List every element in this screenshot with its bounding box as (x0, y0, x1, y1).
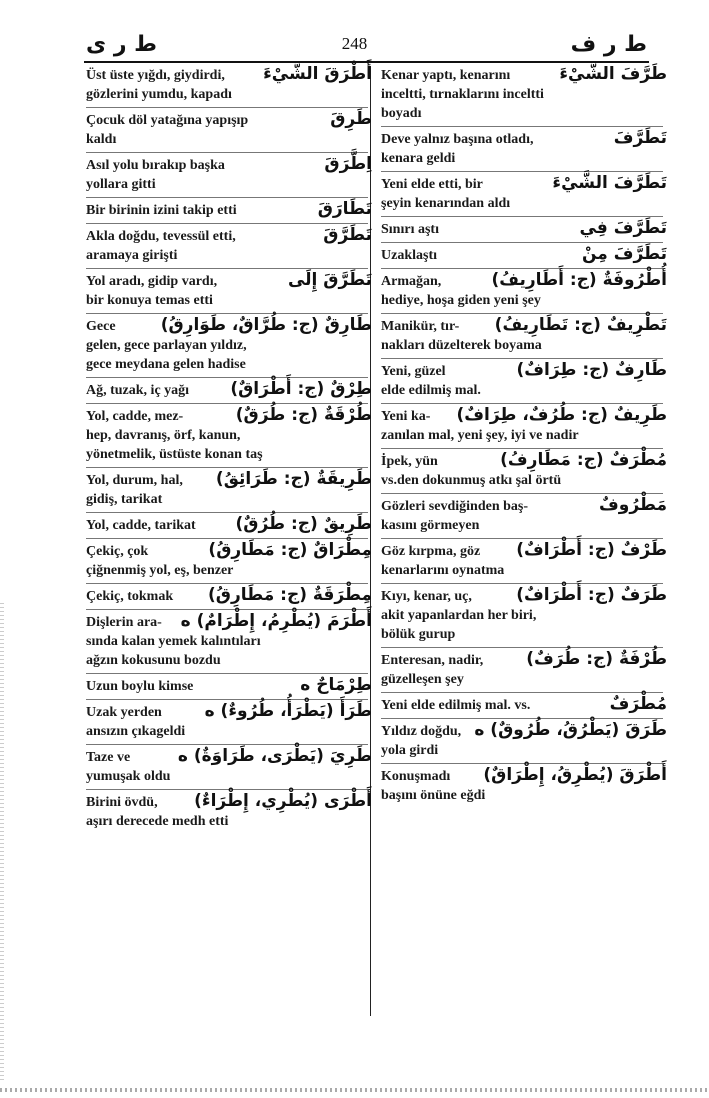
turkish-definition-line: zanılan mal, yeni şey, iyi ve nadir (381, 428, 579, 443)
arabic-headword: طَرِيقٌ (ج: طُرُقٌ) (235, 514, 372, 534)
turkish-definition-line: güzelleşen şey (381, 672, 464, 687)
header-right-letters: ط ر ف (570, 32, 647, 57)
dictionary-entry (86, 225, 372, 265)
dictionary-entry (86, 199, 372, 220)
entry-separator (86, 223, 368, 224)
dictionary-entry (86, 270, 372, 310)
turkish-definition-line: bölük gurup (381, 627, 456, 642)
entry-separator (86, 512, 368, 513)
arabic-headword: تَطَرَّفَ مِنْ (581, 244, 667, 264)
dictionary-entry (381, 720, 667, 760)
entry-separator (86, 744, 368, 745)
dictionary-entry (86, 109, 372, 149)
turkish-definition-line: Manikür, tır- (381, 319, 460, 334)
turkish-definition-line: Dişlerin ara- (86, 615, 162, 630)
scan-edge-noise (0, 600, 4, 1080)
turkish-definition-line: akit yapanlardan her biri, (381, 608, 537, 623)
entry-separator (86, 313, 368, 314)
dictionary-entry (86, 701, 372, 741)
entry-separator (381, 358, 663, 359)
entry-separator (381, 718, 663, 719)
arabic-headword: طِرْقٌ (ج: أَطْرَاقٌ) (230, 379, 372, 399)
turkish-definition-line: boyadı (381, 106, 422, 121)
arabic-headword: أَطْرَى (يُطْرِي، إِطْرَاءٌ) (194, 791, 372, 811)
arabic-headword: تَطَرَّقَ (323, 225, 372, 245)
arabic-headword: اِطَّرَقَ (324, 154, 372, 174)
entry-separator (86, 152, 368, 153)
turkish-definition-line: Yeni ka- (381, 409, 431, 424)
arabic-headword: تَطَرَّفَ الشَّيْءَ (552, 173, 667, 193)
dictionary-entry (381, 218, 667, 239)
dictionary-entry (381, 128, 667, 168)
entry-separator (381, 538, 663, 539)
turkish-definition-line: Kenar yaptı, kenarını (381, 68, 511, 83)
entry-separator (86, 197, 368, 198)
arabic-headword: طَارِفٌ (ج: طِرَافٌ) (516, 360, 667, 380)
entry-separator (381, 126, 663, 127)
entry-separator (381, 268, 663, 269)
turkish-definition-line: Akla doğdu, tevessül etti, (86, 229, 236, 244)
turkish-definition-line: Göz kırpma, göz (381, 544, 481, 559)
turkish-definition-line: Çekiç, çok (86, 544, 149, 559)
dictionary-entry (381, 64, 667, 123)
dictionary-entry (381, 315, 667, 355)
arabic-headword: أَطْرَقَ الشَّيْءَ (263, 64, 372, 84)
turkish-definition-line: ağzın kokusunu bozdu (86, 653, 221, 668)
arabic-headword: تَطَرَّفَ (613, 128, 667, 148)
turkish-definition-line: aşırı derecede medh etti (86, 814, 229, 829)
arabic-headword: طَارِقٌ (ج: طُرَّاقٌ، طَوَارِقُ) (160, 315, 372, 335)
entry-separator (381, 216, 663, 217)
turkish-definition-line: gidiş, tarikat (86, 492, 163, 507)
arabic-headword: طَرَفٌ (ج: أَطْرَافٌ) (516, 585, 667, 605)
turkish-definition-line: Taze ve (86, 750, 131, 765)
dictionary-entry (86, 791, 372, 831)
dictionary-entry (86, 675, 372, 696)
entry-separator (381, 448, 663, 449)
dictionary-entry (381, 360, 667, 400)
arabic-headword: مُطْرَفٌ (ج: مَطَارِفُ) (500, 450, 667, 470)
arabic-headword: طَرِيفٌ (ج: طُرُفٌ، طِرَافٌ) (456, 405, 667, 425)
turkish-definition-line: başını önüne eğdi (381, 788, 486, 803)
entry-separator (86, 268, 368, 269)
dictionary-entry (381, 405, 667, 445)
entry-separator (86, 403, 368, 404)
arabic-headword: أُطْرُوفَةٌ (ج: أَطَارِيفُ) (491, 270, 667, 290)
entry-separator (381, 583, 663, 584)
arabic-headword: طَرَّفَ الشَّيْءَ (559, 64, 667, 84)
arabic-headword: تَطَارَقَ (317, 199, 372, 219)
arabic-headword: أَطْرَقَ (يُطْرِقُ، إِطْرَاقٌ) (483, 765, 667, 785)
arabic-headword: طُرْقَةٌ (ج: طُرَقٌ) (235, 405, 372, 425)
turkish-definition-line: Yol, cadde, mez- (86, 409, 184, 424)
dictionary-entry (86, 469, 372, 509)
arabic-headword: مَطْرُوفٌ (599, 495, 667, 515)
scan-bottom-noise (0, 1088, 709, 1092)
turkish-definition-line: hep, davranış, örf, kanun, (86, 428, 241, 443)
arabic-headword: تَطَرَّقَ إِلَى (287, 270, 372, 290)
turkish-definition-line: yollara gitti (86, 177, 156, 192)
entry-separator (381, 692, 663, 693)
arabic-headword: طَرْفٌ (ج: أَطْرَافٌ) (516, 540, 667, 560)
arabic-headword: طَرِقَ (330, 109, 372, 129)
turkish-definition-line: çiğnenmiş yol, eş, benzer (86, 563, 234, 578)
turkish-definition-line: Çocuk döl yatağına yapışıp (86, 113, 249, 128)
entry-separator (86, 377, 368, 378)
turkish-definition-line: Üst üste yığdı, giydirdi, (86, 68, 225, 83)
left-column (86, 64, 372, 831)
turkish-definition-line: Yeni elde edilmiş mal. vs. (381, 698, 531, 713)
turkish-definition-line: sında kalan yemek kalıntıları (86, 634, 261, 649)
turkish-definition-line: aramaya girişti (86, 248, 178, 263)
turkish-definition-line: bir konuya temas etti (86, 293, 213, 308)
dictionary-entry (86, 379, 372, 400)
dictionary-entry (86, 746, 372, 786)
turkish-definition-line: Gözleri sevdiğinden baş- (381, 499, 529, 514)
turkish-definition-line: yönetmelik, üstüste konan taş (86, 447, 263, 462)
header-rule (84, 61, 649, 63)
dictionary-entry (381, 270, 667, 310)
turkish-definition-line: yola girdi (381, 743, 439, 758)
right-column (381, 64, 667, 805)
turkish-definition-line: Asıl yolu bırakıp başka (86, 158, 225, 173)
turkish-definition-line: Çekiç, tokmak (86, 589, 174, 604)
dictionary-entry (86, 585, 372, 606)
entry-separator (381, 763, 663, 764)
entry-separator (86, 673, 368, 674)
entry-separator (381, 403, 663, 404)
dictionary-entry (381, 540, 667, 580)
turkish-definition-line: nakları düzelterek boyama (381, 338, 542, 353)
arabic-headword: طَرَقَ (يَطْرُقُ، طُرُوقٌ) ه (474, 720, 667, 740)
turkish-definition-line: inceltti, tırnaklarını inceltti (381, 87, 544, 102)
arabic-headword: طُرْفَةٌ (ج: طُرَفٌ) (526, 649, 667, 669)
turkish-definition-line: Birini övdü, (86, 795, 158, 810)
dictionary-entry (381, 694, 667, 715)
arabic-headword: مُطْرَفٌ (609, 694, 667, 714)
turkish-definition-line: Yıldız doğdu, (381, 724, 462, 739)
turkish-definition-line: Bir birinin izini takip etti (86, 203, 237, 218)
dictionary-entry (86, 405, 372, 464)
turkish-definition-line: Yol, cadde, tarikat (86, 518, 196, 533)
entry-separator (381, 313, 663, 314)
turkish-definition-line: Uzun boylu kimse (86, 679, 194, 694)
dictionary-entry (381, 649, 667, 689)
dictionary-entry (86, 154, 372, 194)
arabic-headword: تَطَرَّفَ فِي (579, 218, 667, 238)
turkish-definition-line: yumuşak oldu (86, 769, 171, 784)
header-left-letters: ط ر ى (86, 32, 157, 57)
turkish-definition-line: Armağan, (381, 274, 442, 289)
turkish-definition-line: şeyin kenarından aldı (381, 196, 511, 211)
turkish-definition-line: Uzak yerden (86, 705, 162, 720)
turkish-definition-line: kenara geldi (381, 151, 456, 166)
entry-separator (381, 647, 663, 648)
entry-separator (86, 467, 368, 468)
entry-separator (86, 107, 368, 108)
turkish-definition-line: hediye, hoşa giden yeni şey (381, 293, 541, 308)
entry-separator (381, 493, 663, 494)
turkish-definition-line: Yol, durum, hal, (86, 473, 183, 488)
arabic-headword: مِطْرَاقٌ (ج: مَطَارِقُ) (208, 540, 372, 560)
turkish-definition-line: ansızın çıkageldi (86, 724, 186, 739)
turkish-definition-line: Yol aradı, gidip vardı, (86, 274, 218, 289)
arabic-headword: أَطْرَمَ (يُطْرِمُ، إِطْرَامٌ) ه (180, 611, 372, 631)
turkish-definition-line: İpek, yün (381, 454, 438, 469)
dictionary-entry (381, 244, 667, 265)
entry-separator (381, 171, 663, 172)
entry-separator (86, 538, 368, 539)
arabic-headword: مِطْرَقَةٌ (ج: مَطَارِقُ) (208, 585, 372, 605)
turkish-definition-line: Uzaklaştı (381, 248, 437, 263)
entry-separator (86, 699, 368, 700)
turkish-definition-line: Yeni, güzel (381, 364, 446, 379)
turkish-definition-line: Sınırı aştı (381, 222, 439, 237)
turkish-definition-line: vs.den dokunmuş atkı şal örtü (381, 473, 562, 488)
turkish-definition-line: Gece (86, 319, 116, 334)
turkish-definition-line: kenarlarını oynatma (381, 563, 505, 578)
dictionary-entry (86, 64, 372, 104)
arabic-headword: تَطْرِيفٌ (ج: تَطَارِيفُ) (494, 315, 667, 335)
dictionary-entry (381, 495, 667, 535)
dictionary-entry (381, 450, 667, 490)
page-number: 248 (341, 34, 368, 53)
turkish-definition-line: Ağ, tuzak, iç yağı (86, 383, 190, 398)
dictionary-entry (86, 514, 372, 535)
turkish-definition-line: gelen, gece parlayan yıldız, (86, 338, 247, 353)
turkish-definition-line: Deve yalnız başına otladı, (381, 132, 534, 147)
dictionary-entry (381, 585, 667, 644)
dictionary-entry (381, 765, 667, 805)
entry-separator (86, 789, 368, 790)
dictionary-entry (86, 315, 372, 374)
entry-separator (381, 242, 663, 243)
entry-separator (86, 609, 368, 610)
turkish-definition-line: Enteresan, nadir, (381, 653, 484, 668)
dictionary-entry (86, 611, 372, 670)
arabic-headword: طَرِيَ (يَطْرَى، طَرَاوَةٌ) ه (177, 746, 372, 766)
dictionary-entry (86, 540, 372, 580)
turkish-definition-line: kaldı (86, 132, 117, 147)
entry-separator (86, 583, 368, 584)
turkish-definition-line: Kıyı, kenar, uç, (381, 589, 472, 604)
turkish-definition-line: gece meydana gelen hadise (86, 357, 246, 372)
arabic-headword: طَرَأَ (يَطْرَأُ، طُرُوءٌ) ه (204, 701, 372, 721)
dictionary-entry (381, 173, 667, 213)
arabic-headword: طِرْمَاحٌ ه (300, 675, 372, 695)
turkish-definition-line: Konuşmadı (381, 769, 451, 784)
turkish-definition-line: Yeni elde etti, bir (381, 177, 483, 192)
arabic-headword: طَرِيقَةٌ (ج: طَرَائِقُ) (215, 469, 372, 489)
turkish-definition-line: elde edilmiş mal. (381, 383, 481, 398)
turkish-definition-line: gözlerini yumdu, kapadı (86, 87, 232, 102)
turkish-definition-line: kasını görmeyen (381, 518, 480, 533)
